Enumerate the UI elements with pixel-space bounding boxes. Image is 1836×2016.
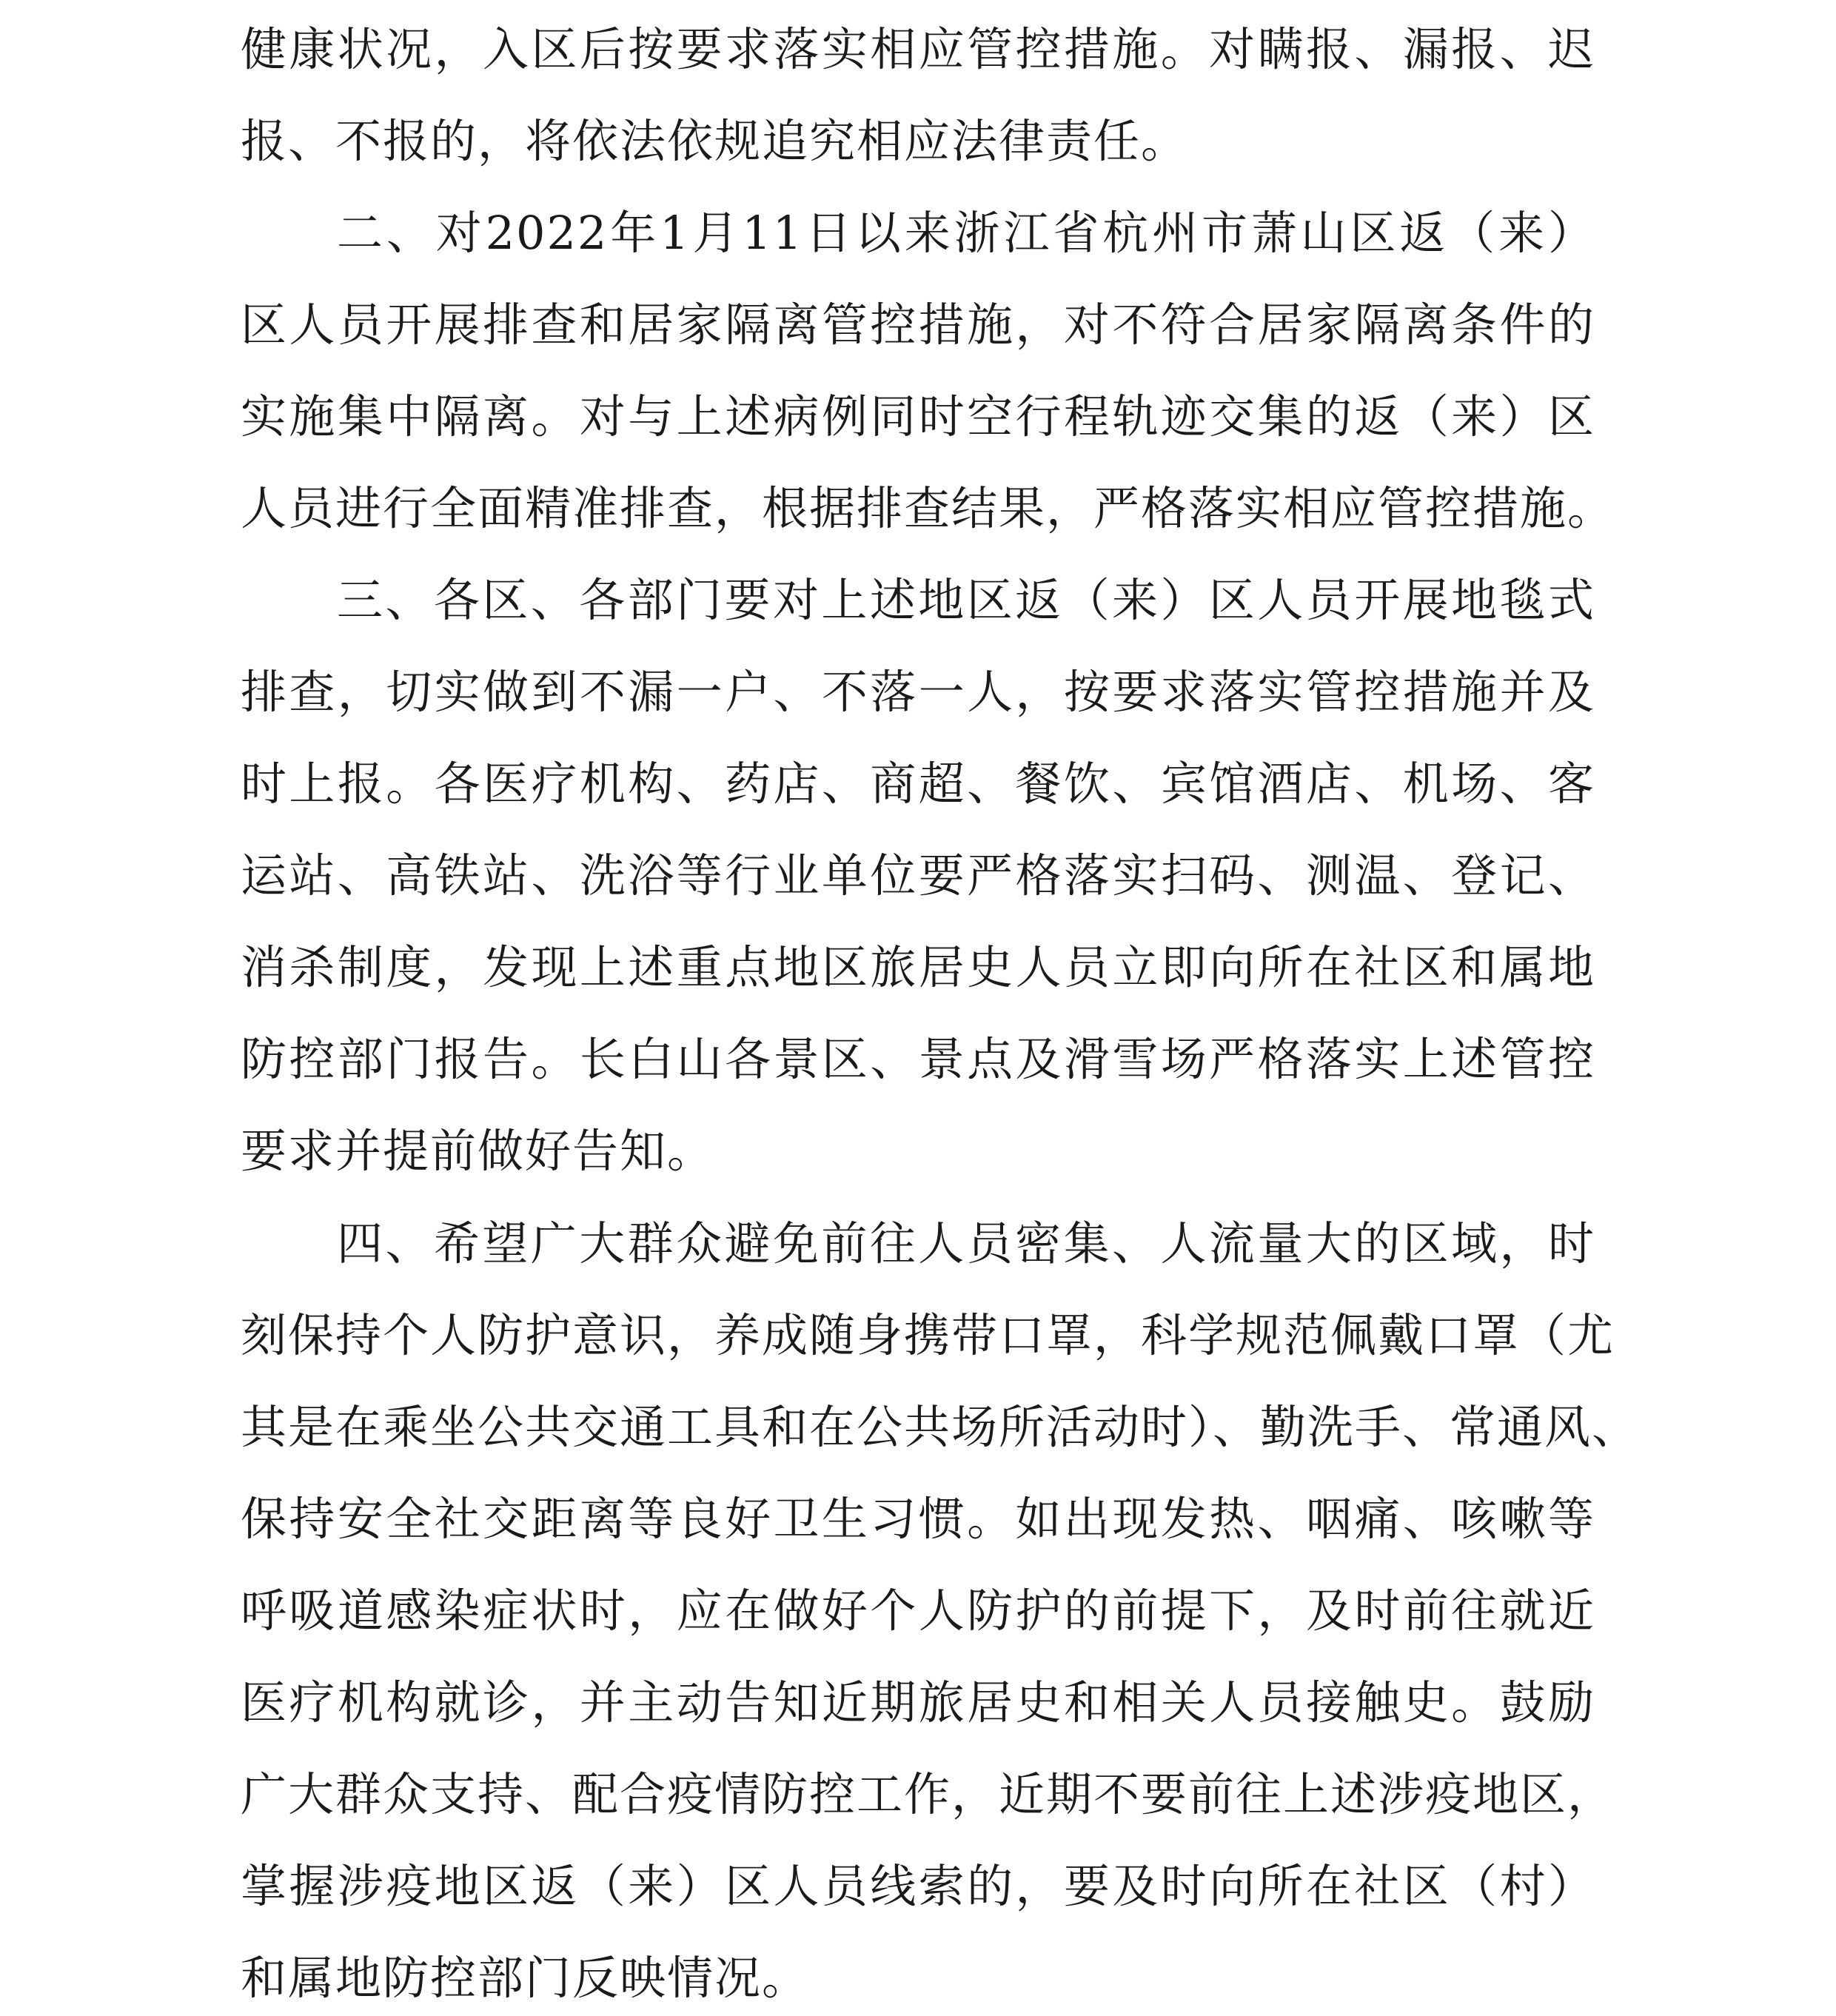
body-text-line: 时上报。各医疗机构、药店、商超、餐饮、宾馆酒店、机场、客 bbox=[241, 757, 1595, 811]
body-text-line: 报、不报的，将依法依规追究相应法律责任。 bbox=[241, 114, 1189, 168]
body-text-line: 排查，切实做到不漏一户、不落一人，按要求落实管控措施并及 bbox=[241, 665, 1595, 719]
body-text-line: 消杀制度，发现上述重点地区旅居史人员立即向所在社区和属地 bbox=[241, 940, 1595, 994]
body-text-line: 运站、高铁站、洗浴等行业单位要严格落实扫码、测温、登记、 bbox=[241, 848, 1595, 902]
body-text-line: 呼吸道感染症状时，应在做好个人防护的前提下，及时前往就近 bbox=[241, 1584, 1595, 1638]
paragraph-2-first-line: 二、对2022年1月11日以来浙江省杭州市萧山区返（来） bbox=[337, 206, 1595, 260]
body-text-line: 人员进行全面精准排查，根据排查结果，严格落实相应管控措施。 bbox=[241, 481, 1615, 535]
body-text-line: 要求并提前做好告知。 bbox=[241, 1124, 715, 1178]
body-text-line: 区人员开展排查和居家隔离管控措施，对不符合居家隔离条件的 bbox=[241, 298, 1595, 352]
document-page bbox=[241, 0, 1640, 2016]
body-text-line: 健康状况，入区后按要求落实相应管控措施。对瞒报、漏报、迟 bbox=[241, 22, 1595, 76]
body-text-line: 其是在乘坐公共交通工具和在公共场所活动时）、勤洗手、常通风、 bbox=[241, 1400, 1640, 1454]
body-text-line: 广大群众支持、配合疫情防控工作，近期不要前往上述涉疫地区， bbox=[241, 1767, 1615, 1821]
body-text-line: 医疗机构就诊，并主动告知近期旅居史和相关人员接触史。鼓励 bbox=[241, 1675, 1595, 1729]
body-text-line: 保持安全社交距离等良好卫生习惯。如出现发热、咽痛、咳嗽等 bbox=[241, 1492, 1595, 1546]
paragraph-4-first-line: 四、希望广大群众避免前往人员密集、人流量大的区域，时 bbox=[337, 1216, 1595, 1270]
body-text-line: 实施集中隔离。对与上述病例同时空行程轨迹交集的返（来）区 bbox=[241, 389, 1595, 443]
body-text-line: 和属地防控部门反映情况。 bbox=[241, 1951, 810, 2005]
body-text-line: 刻保持个人防护意识，养成随身携带口罩，科学规范佩戴口罩（尤 bbox=[241, 1308, 1615, 1362]
body-text-line: 掌握涉疫地区返（来）区人员线索的，要及时向所在社区（村） bbox=[241, 1859, 1595, 1913]
paragraph-3-first-line: 三、各区、各部门要对上述地区返（来）区人员开展地毯式 bbox=[337, 573, 1595, 627]
body-text-line: 防控部门报告。长白山各景区、景点及滑雪场严格落实上述管控 bbox=[241, 1032, 1595, 1086]
